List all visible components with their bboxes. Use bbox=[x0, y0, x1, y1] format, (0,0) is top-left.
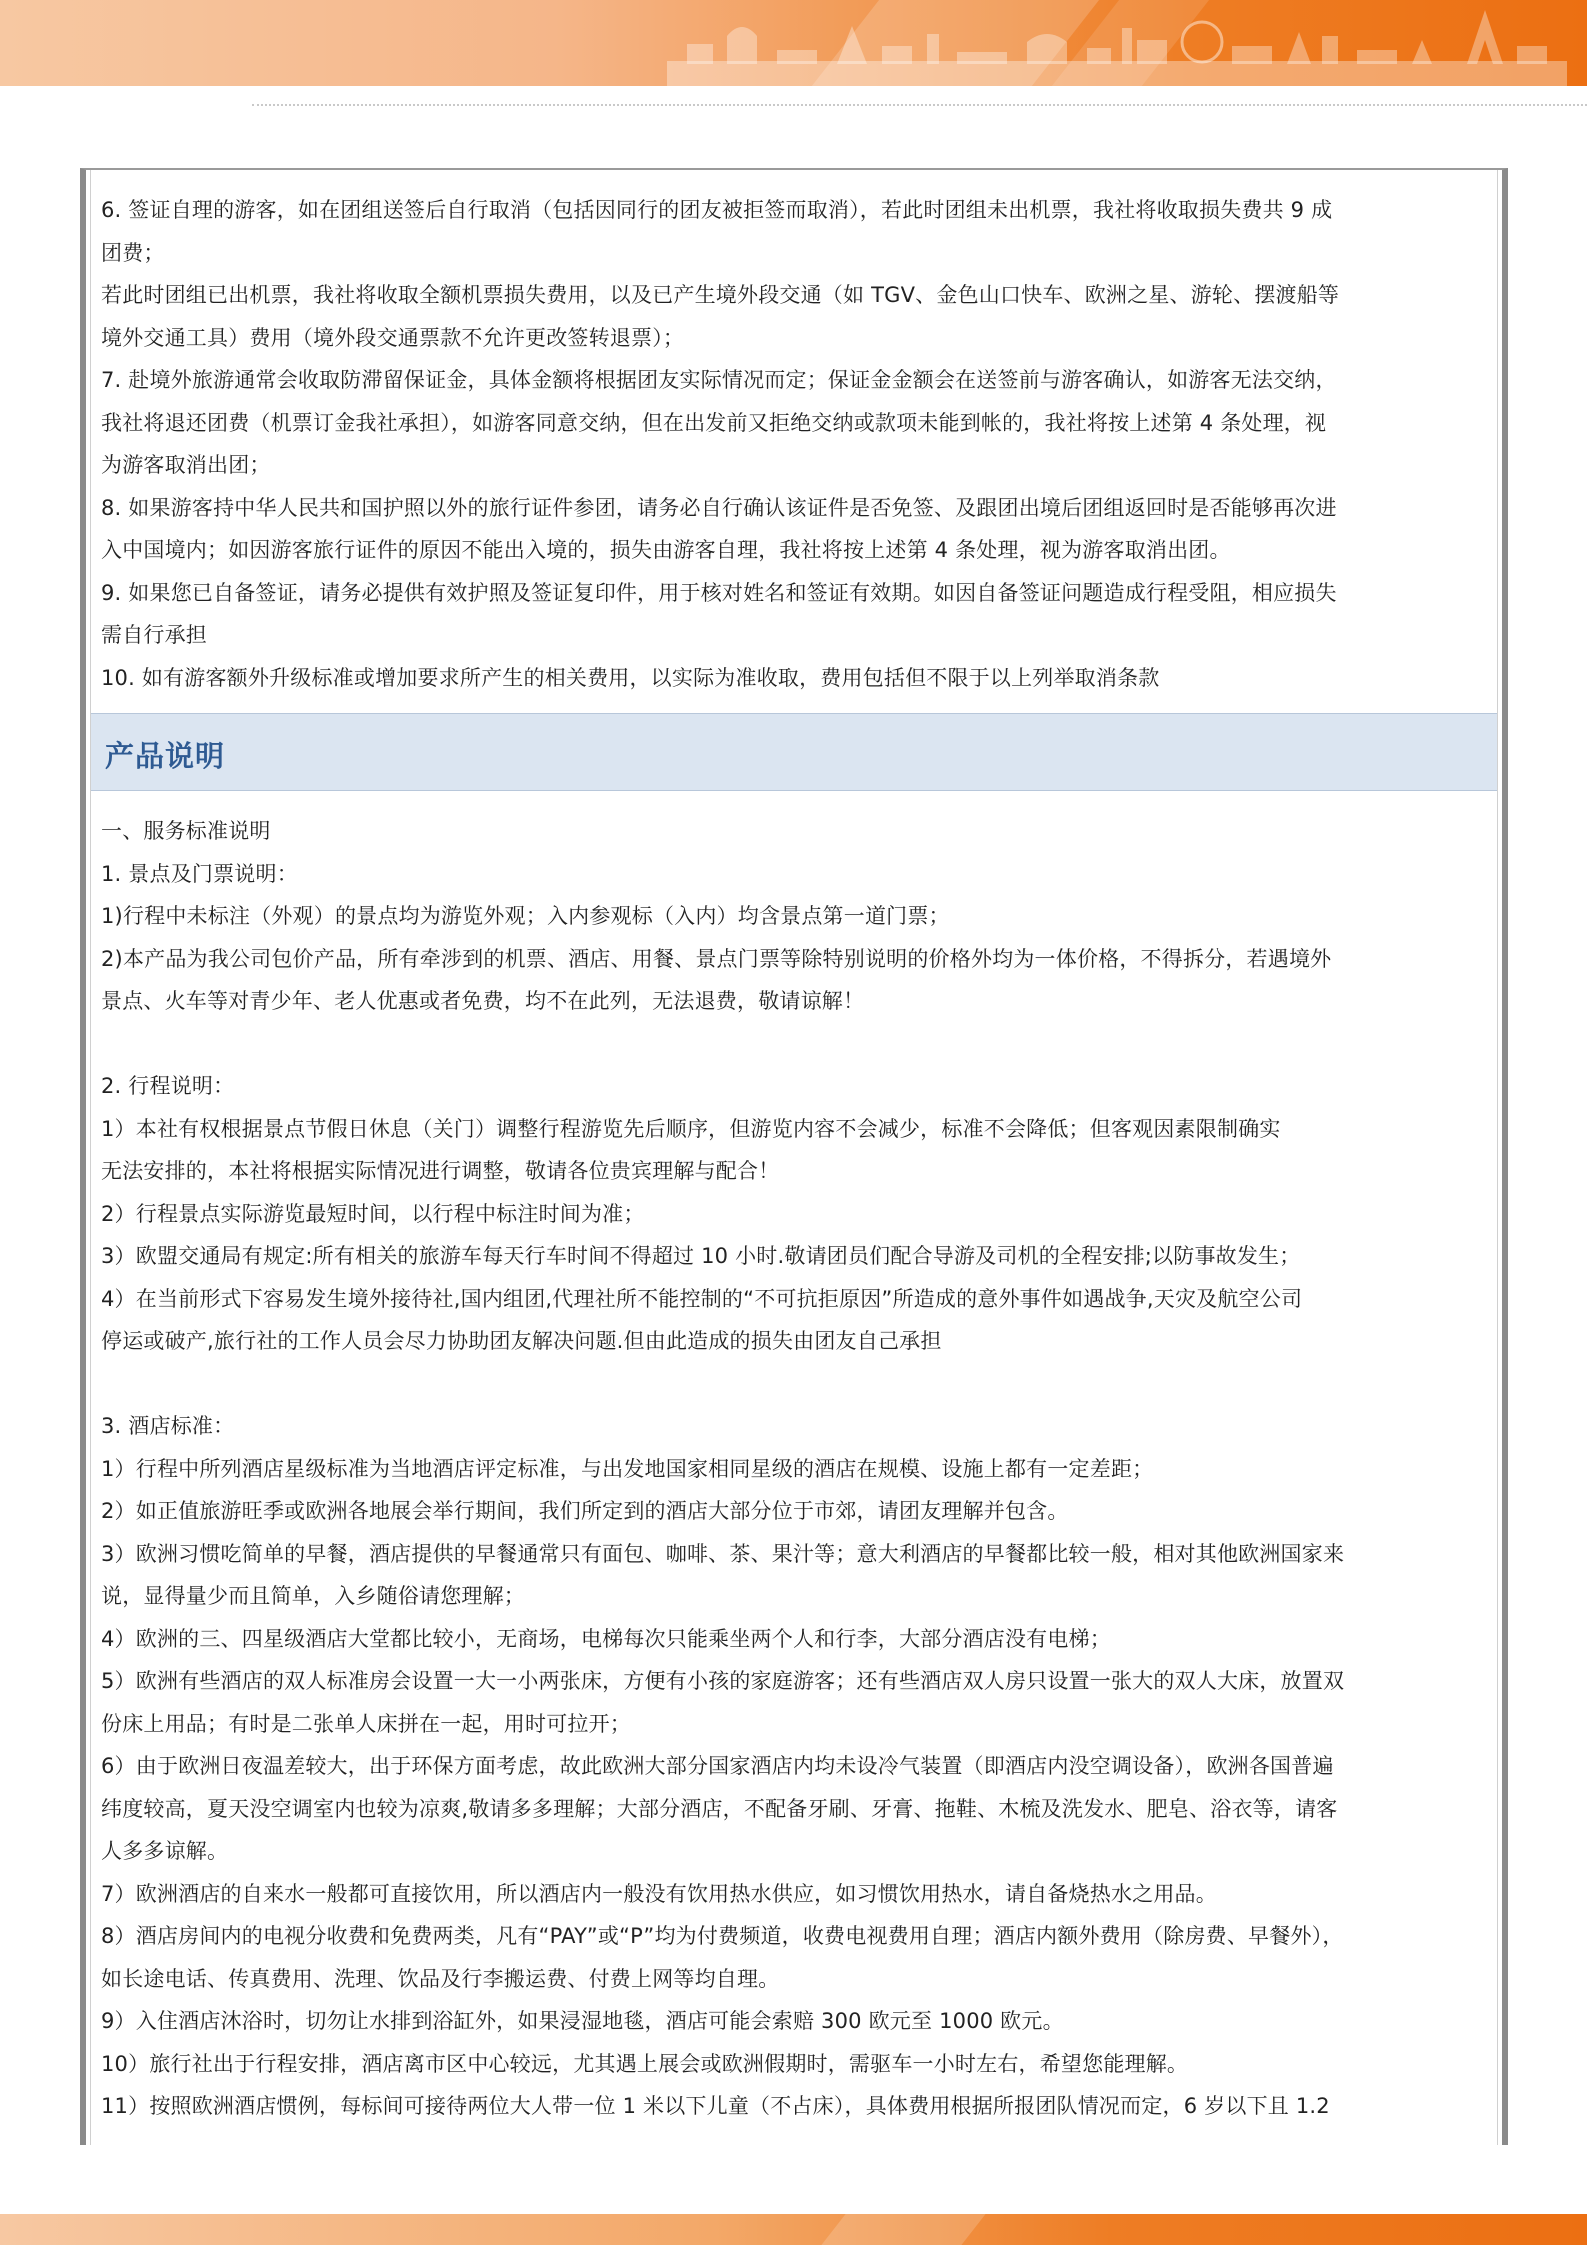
text-line: 8）酒店房间内的电视分收费和免费两类，凡有“PAY”或“P”均为付费频道，收费电视费用自理；酒店内额外费用（除房费、早餐外）， bbox=[101, 1924, 1344, 1948]
text-line: 7）欧洲酒店的自来水一般都可直接饮用，所以酒店内一般没有饮用热水供应，如习惯饮用热水，请自备烧热水之用品。 bbox=[101, 1881, 1217, 1906]
text-line: 8. 如果游客持中华人民共和国护照以外的旅行证件参团，请务必自行确认该证件是否免签、及跟团出境后团组返回时是否能够再次进 bbox=[101, 495, 1337, 520]
text-line: 一、服务标准说明 bbox=[101, 819, 271, 843]
text-line: 份床上用品；有时是二张单人床拼在一起，用时可拉开； bbox=[101, 1711, 631, 1736]
text-line: 6. 签证自理的游客，如在团组送签后自行取消（包括因同行的团友被拒签而取消），若此时团组未出机票，我社将收取损失费共 9 成 bbox=[101, 198, 1333, 222]
text-line bbox=[101, 2128, 1489, 2146]
text-line: 无法安排的，本社将根据实际情况进行调整，敬请各位贵宾理解与配合！ bbox=[101, 1159, 780, 1183]
text-line: 4）欧洲的三、四星级酒店大堂都比较小，无商场，电梯每次只能乘坐两个人和行李，大部分酒店没有电梯； bbox=[101, 1626, 1111, 1651]
text-line: 为游客取消出团； bbox=[101, 453, 271, 477]
text-line: 停运或破产,旅行社的工作人员会尽力协助团友解决问题.但由此造成的损失由团友自己承担 bbox=[101, 1329, 942, 1353]
cancellation-terms bbox=[101, 189, 1489, 699]
text-line: 如长途电话、传真费用、洗理、饮品及行李搬运费、付费上网等均自理。 bbox=[101, 1966, 780, 1991]
section-header-product-description bbox=[91, 713, 1497, 791]
text-line: 1）本社有权根据景点节假日休息（关门）调整行程游览先后顺序，但游览内容不会减少，标准不会降低；但客观因素限制确实 bbox=[101, 1116, 1281, 1141]
text-line: 2）行程景点实际游览最短时间，以行程中标注时间为准； bbox=[101, 1201, 645, 1226]
product-description bbox=[101, 810, 1489, 2145]
text-line: 1）行程中所列酒店星级标准为当地酒店评定标准，与出发地国家相同星级的酒店在规模、设施上都有一定差距； bbox=[101, 1456, 1154, 1481]
text-line: 入中国境内；如因游客旅行证件的原因不能出入境的，损失由游客自理，我社将按上述第 4 条处理，视为游客取消出团。 bbox=[101, 538, 1231, 562]
text-line: 若此时团组已出机票，我社将收取全额机票损失费用，以及已产生境外段交通（如 TGV、金色山口快车、欧洲之星、游轮、摆渡船等 bbox=[101, 283, 1340, 307]
text-line: 1. 景点及门票说明： bbox=[101, 861, 298, 886]
text-line: 说，显得量少而且简单，入乡随俗请您理解； bbox=[101, 1584, 525, 1608]
header-banner bbox=[0, 0, 1587, 86]
text-line: 3. 酒店标准： bbox=[101, 1414, 235, 1438]
text-line: 景点、火车等对青少年、老人优惠或者免费，均不在此列，无法退费，敬请谅解！ bbox=[101, 989, 865, 1013]
text-line: 2）如正值旅游旺季或欧洲各地展会举行期间，我们所定到的酒店大部分位于市郊，请团友理解并包含。 bbox=[101, 1499, 1069, 1523]
content-frame bbox=[80, 168, 1508, 2145]
blank-line bbox=[101, 1363, 1489, 1406]
text-line: 2)本产品为我公司包价产品，所有牵涉到的机票、酒店、用餐、景点门票等除特别说明的价格外均为一体价格，不得拆分，若遇境外 bbox=[101, 946, 1332, 971]
text-line: 境外交通工具）费用（境外段交通票款不允许更改签转退票）； bbox=[101, 325, 685, 350]
header-divider bbox=[252, 104, 1587, 106]
text-line: 5）欧洲有些酒店的双人标准房会设置一大一小两张床，方便有小孩的家庭游客；还有些酒店双人房只设置一张大的双人大床，放置双 bbox=[101, 1669, 1345, 1693]
blank-line bbox=[101, 1023, 1489, 1066]
section-title: 产品说明 bbox=[105, 739, 226, 773]
text-line: 纬度较高，夏天没空调室内也较为凉爽,敬请多多理解；大部分酒店，不配备牙刷、牙膏、拖鞋、木梳及洗发水、肥皂、浴衣等，请客 bbox=[101, 1796, 1338, 1821]
text-line: 11）按照欧洲酒店惯例，每标间可接待两位大人带一位 1 米以下儿童（不占床），具体费用根据所报团队情况而定，6 岁以下且 1.2 bbox=[101, 2094, 1330, 2118]
text-line: 人多多谅解。 bbox=[101, 1839, 229, 1863]
text-line: 7. 赴境外旅游通常会收取防滞留保证金，具体金额将根据团友实际情况而定；保证金金额会在送签前与游客确认，如游客无法交纳， bbox=[101, 368, 1337, 392]
text-line: 团费； bbox=[101, 240, 165, 265]
text-line: 1)行程中未标注（外观）的景点均为游览外观；入内参观标（入内）均含景点第一道门票； bbox=[101, 904, 950, 928]
text-line: 9）入住酒店沐浴时，切勿让水排到浴缸外，如果浸湿地毯，酒店可能会索赔 300 欧元至 1000 欧元。 bbox=[101, 2009, 1064, 2033]
text-line: 我社将退还团费（机票订金我社承担），如游客同意交纳，但在出发前又拒绝交纳或款项未能到帐的，我社将按上述第 4 条处理，视 bbox=[101, 410, 1327, 435]
text-line: 3）欧洲习惯吃简单的早餐，酒店提供的早餐通常只有面包、咖啡、茶、果汁等；意大利酒店的早餐都比较一般，相对其他欧洲国家来 bbox=[101, 1541, 1345, 1566]
text-line: 2. 行程说明： bbox=[101, 1074, 235, 1098]
text-line: 10）旅行社出于行程安排，酒店离市区中心较远，尤其遇上展会或欧洲假期时，需驱车一小时左右，希望您能理解。 bbox=[101, 2051, 1189, 2076]
text-line: 9. 如果您已自备签证，请务必提供有效护照及签证复印件，用于核对姓名和签证有效期。如因自备签证问题造成行程受阻，相应损失 bbox=[101, 580, 1337, 605]
text-line: 需自行承担 bbox=[101, 623, 207, 647]
city-skyline-icon bbox=[667, 6, 1567, 86]
text-line: 10. 如有游客额外升级标准或增加要求所产生的相关费用，以实际为准收取，费用包括但不限于以上列举取消条款 bbox=[101, 665, 1160, 690]
text-line: 4）在当前形式下容易发生境外接待社,国内组团,代理社所不能控制的“不可抗拒原因”所造成的意外事件如遇战争,天灾及航空公司 bbox=[101, 1286, 1303, 1311]
text-line: 3）欧盟交通局有规定:所有相关的旅游车每天行车时间不得超过 10 小时.敬请团员们配合导游及司机的全程安排;以防事故发生； bbox=[101, 1244, 1301, 1268]
footer-banner bbox=[0, 2214, 1587, 2245]
text-line: 6）由于欧洲日夜温差较大，出于环保方面考虑，故此欧洲大部分国家酒店内均未设冷气装置（即酒店内没空调设备），欧洲各国普遍 bbox=[101, 1754, 1334, 1778]
